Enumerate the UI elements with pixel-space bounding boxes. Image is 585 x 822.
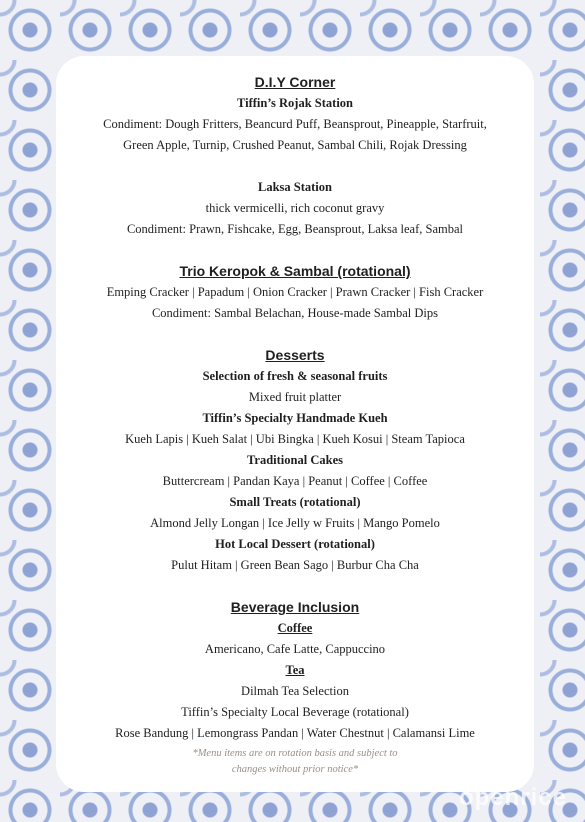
menu-card [56, 56, 534, 792]
note-line1: *Menu items are on rotation basis and subject to [192, 748, 398, 759]
laksa-condiments: Condiment: Prawn, Fishcake, Egg, Beansprout, Laksa leaf, Sambal [126, 222, 464, 236]
spacer [56, 576, 534, 597]
section-title-keropok: Trio Keropok & Sambal (rotational) [179, 263, 411, 279]
treats-line: Almond Jelly Longan | Ice Jelly w Fruits | Mango Pomelo [150, 516, 440, 530]
laksa-description: thick vermicelli, rich coconut gravy [205, 201, 385, 215]
keropok-condiments: Condiment: Sambal Belachan, House-made Sambal Dips [151, 306, 439, 320]
kueh-line: Kueh Lapis | Kueh Salat | Ubi Bingka | Kueh Kosui | Steam Tapioca [125, 432, 465, 446]
spacer [56, 240, 534, 261]
coffee-line: Americano, Cafe Latte, Cappuccino [204, 642, 386, 656]
rotation-note [56, 746, 534, 778]
cakes-title: Traditional Cakes [247, 453, 343, 467]
rojak-condiments-line2: Green Apple, Turnip, Crushed Peanut, Sambal Chili, Rojak Dressing [123, 138, 467, 152]
tea-line3: Rose Bandung | Lemongrass Pandan | Water Chestnut | Calamansi Lime [115, 726, 475, 740]
cakes-line: Buttercream | Pandan Kaya | Peanut | Coffee | Coffee [162, 474, 428, 488]
section-title-desserts: Desserts [265, 347, 325, 363]
menu-content [56, 72, 534, 744]
treats-title: Small Treats (rotational) [229, 495, 361, 509]
fruits-line: Mixed fruit platter [248, 390, 342, 404]
rojak-condiments-line1: Condiment: Dough Fritters, Beancurd Puff, Beansprout, Pineapple, Starfruit, [103, 117, 487, 131]
hot-dessert-line: Pulut Hitam | Green Bean Sago | Burbur Cha Cha [171, 558, 419, 572]
note-line2: changes without prior notice* [231, 764, 359, 775]
tea-line2: Tiffin’s Specialty Local Beverage (rotational) [181, 705, 409, 719]
spacer [56, 324, 534, 345]
hot-dessert-title: Hot Local Dessert (rotational) [215, 537, 375, 551]
section-title-diy: D.I.Y Corner [254, 74, 336, 90]
laksa-station-title: Laksa Station [258, 180, 332, 194]
coffee-title: Coffee [277, 621, 313, 635]
keropok-crackers: Emping Cracker | Papadum | Onion Cracker | Prawn Cracker | Fish Cracker [106, 285, 484, 299]
spacer [56, 156, 534, 177]
tea-title: Tea [285, 663, 305, 677]
rojak-station-title: Tiffin’s Rojak Station [237, 96, 353, 110]
kueh-title: Tiffin’s Specialty Handmade Kueh [202, 411, 388, 425]
watermark-logo: openrice [458, 784, 567, 811]
section-title-beverage: Beverage Inclusion [230, 599, 360, 615]
tea-line1: Dilmah Tea Selection [241, 684, 349, 698]
fruits-title: Selection of fresh & seasonal fruits [202, 369, 388, 383]
